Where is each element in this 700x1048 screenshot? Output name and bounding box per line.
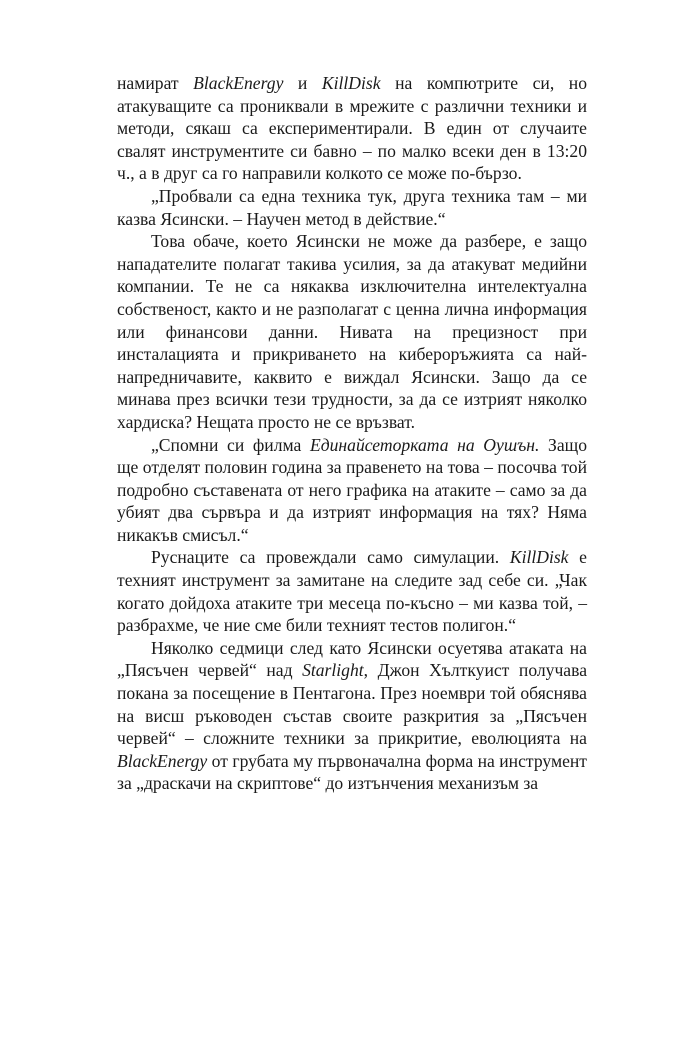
paragraph bbox=[117, 72, 587, 185]
italic-text: KillDisk bbox=[509, 547, 569, 568]
text-run: Няколко седмици след като Ясински осуетява атаката на „Пясъчен червей“ над bbox=[117, 637, 587, 681]
text-run: на компютрите си, но атакуващите са прониквали в мрежите с различни техники и методи, сякаш са експериментирали. В един от случаите свалят инструментите си бавно – по малко всеки ден в 13:20 ч., а в друг са го направили колкото се може по-бързо. bbox=[117, 73, 588, 184]
paragraph bbox=[117, 434, 587, 547]
text-run: „Спомни си филма bbox=[151, 434, 310, 455]
italic-text: BlackEnergy bbox=[117, 750, 208, 771]
italic-text: KillDisk bbox=[321, 73, 381, 93]
text-run: е техният инструмент за замитане на следите зад себе си. „Чак когато дойдоха атаките три месеца по-късно – ми казва той, – разбрахме, че ние сме били техният тестов полигон.“ bbox=[117, 547, 587, 636]
italic-text: Единайсеторката на Оушън. bbox=[309, 434, 540, 455]
italic-text: Starlight bbox=[302, 660, 364, 681]
paragraph bbox=[117, 546, 587, 636]
text-run: „Пробвали са една техника тук, друга техника там – ми казва Ясински. – Научен метод в действие.“ bbox=[117, 185, 587, 229]
text-run: , Джон Хълткуист получава покана за посещение в Пентагона. През ноември той обяснява на висш ръководен състав своите разкрития за „Пясъчен червей“ – сложните техники за прикритие, еволюцията на bbox=[117, 660, 587, 749]
text-run: Защо ще отделят половин година за правенето на това – посочва той подробно съставената от него графика на атаките – само за да убият два сървъра и да изтрият информация на тях? Няма никакъв смисъл.“ bbox=[117, 434, 587, 545]
text-run: от грубата му първоначална форма на инструмент за „драскачи на скриптове“ до изтънчения механизъм за bbox=[117, 750, 587, 794]
text-run: и bbox=[283, 73, 322, 93]
text-run: Руснаците са провеждали само симулации. bbox=[151, 547, 510, 568]
italic-text: BlackEnergy bbox=[193, 73, 284, 93]
text-run: намират bbox=[117, 73, 194, 93]
paragraph bbox=[117, 637, 587, 795]
paragraph bbox=[117, 230, 587, 433]
body-text bbox=[117, 72, 587, 795]
paragraph bbox=[117, 185, 587, 230]
text-run: Това обаче, което Ясински не може да разбере, е защо нападателите полагат такива усилия, за да атакуват медийни компании. Те не са някаква изключителна интелектуална собственост, както и не разполагат с ценна лична информация или финансови данни. Нивата на прецизност при инсталацията и прикриването на кибероръжията са най-напредничавите, каквито е виждал Ясински. Защо да се минава през всички тези трудности, за да се изтрият няколко хардиска? Нещата просто не се връзват. bbox=[117, 231, 587, 432]
